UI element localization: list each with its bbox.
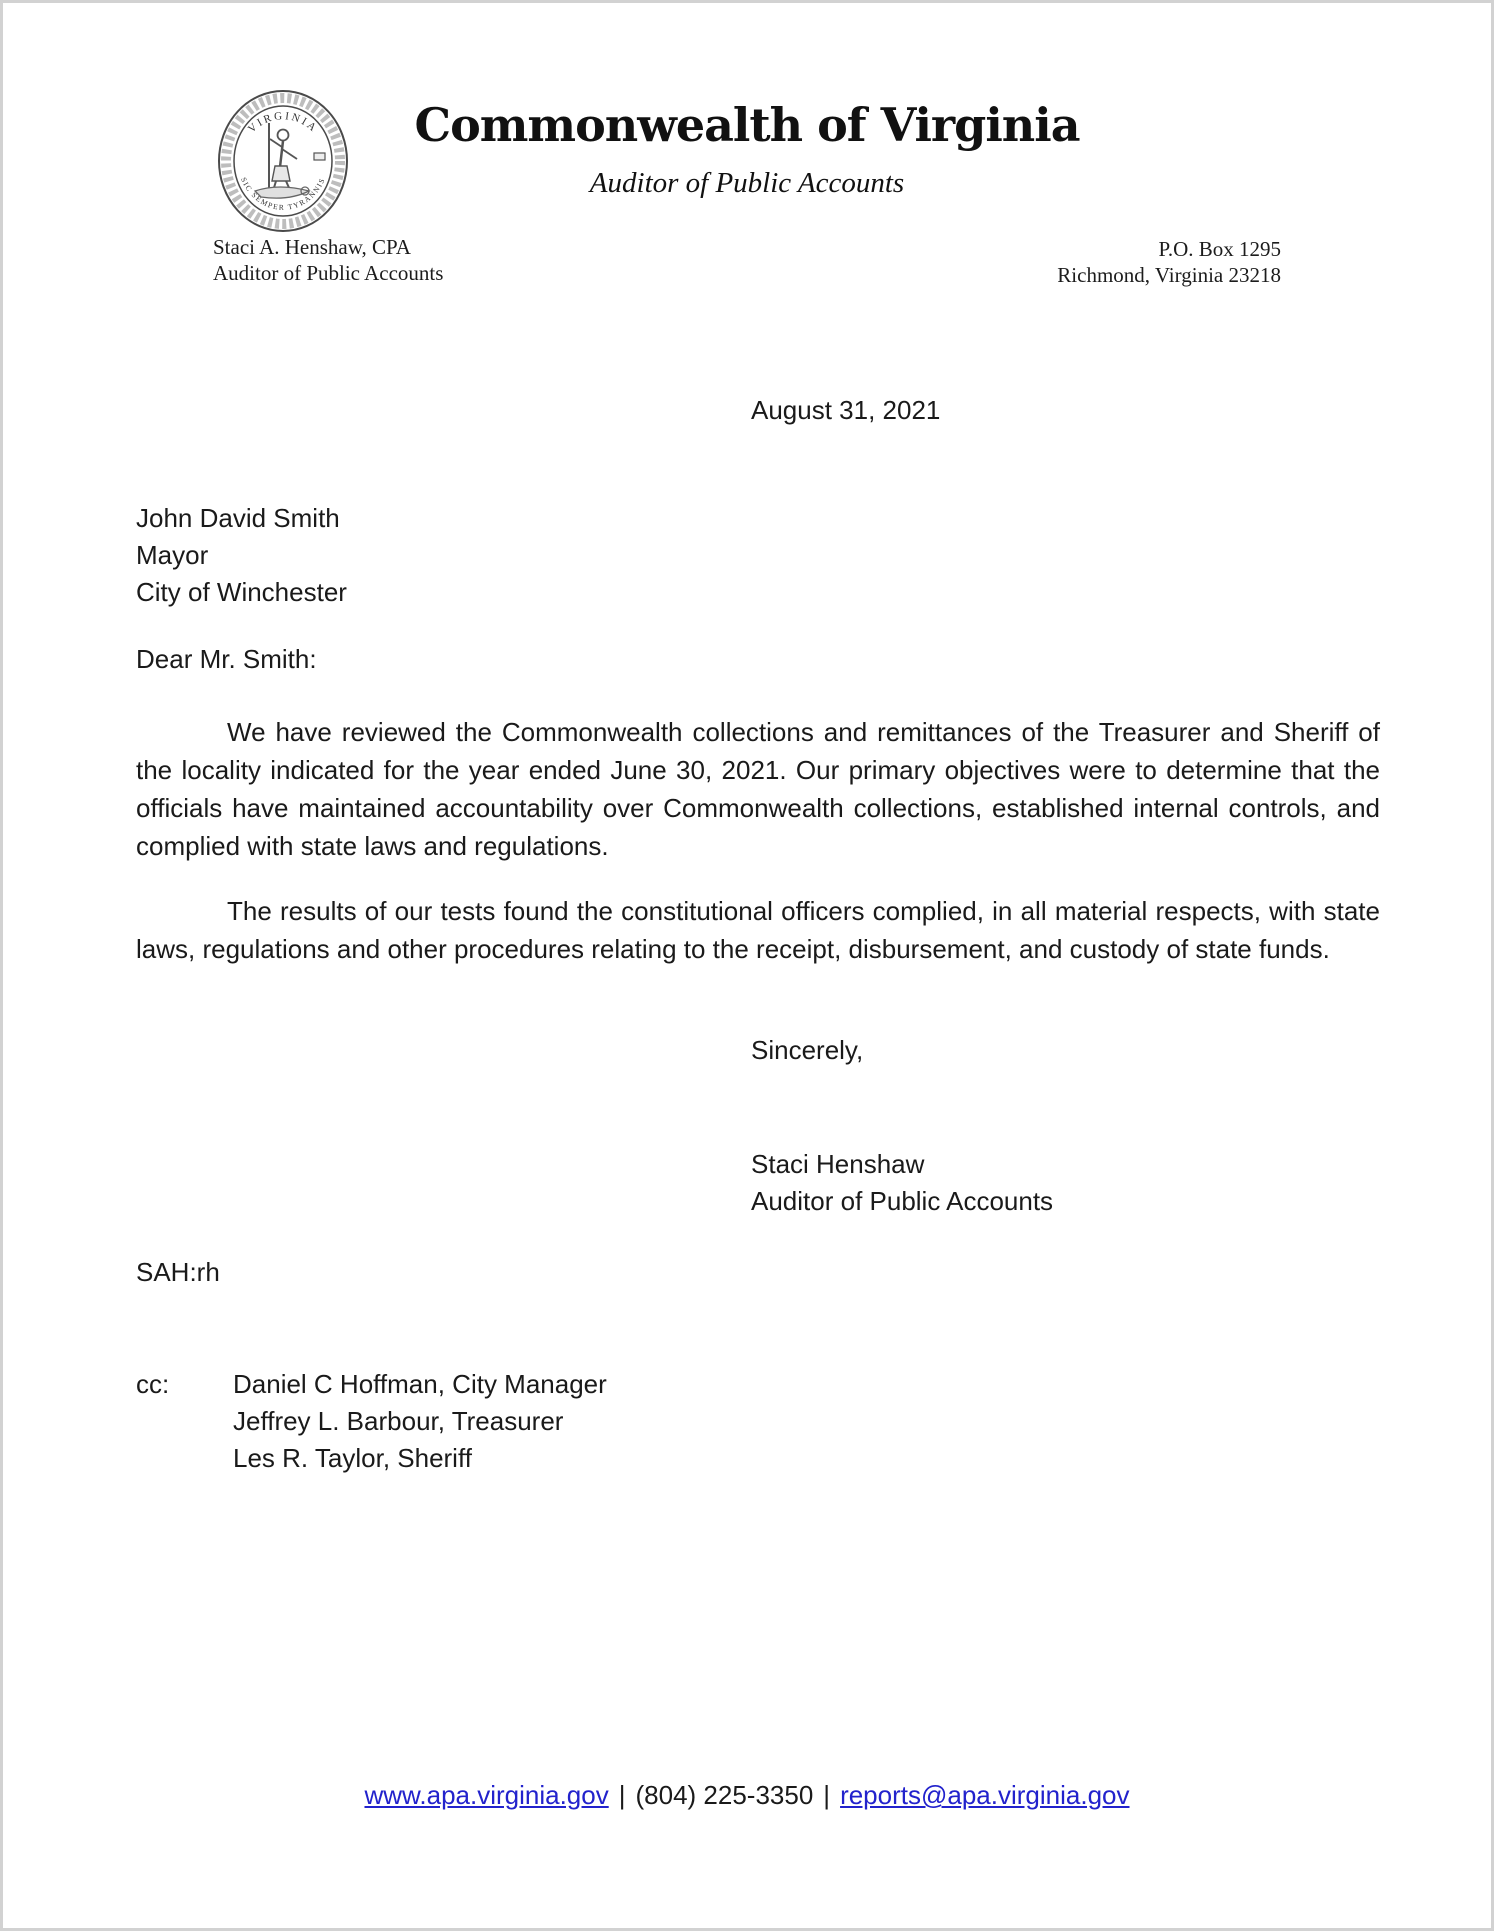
address-block bbox=[1057, 236, 1281, 288]
official-title: Auditor of Public Accounts bbox=[213, 261, 444, 285]
cc-block bbox=[136, 1366, 607, 1477]
cc-label: cc: bbox=[136, 1369, 170, 1399]
letter-date: August 31, 2021 bbox=[751, 395, 941, 425]
recipient-title: Mayor bbox=[136, 540, 209, 570]
website-link[interactable]: www.apa.virginia.gov bbox=[364, 1780, 609, 1810]
body-paragraph-1: We have reviewed the Commonwealth collections and remittances of the Treasurer and Sheriff of the locality indicated for the year ended June 30, 2021. Our primary objectives were to determine that the officials have maintained accountability over Commonwealth collections, established internal controls, and complied with state laws and regulations. bbox=[136, 717, 1380, 861]
official-name: Staci A. Henshaw, CPA bbox=[213, 235, 411, 259]
cc-item: Les R. Taylor, Sheriff bbox=[233, 1443, 472, 1473]
cc-item: Daniel C Hoffman, City Manager bbox=[233, 1369, 607, 1399]
recipient-name: John David Smith bbox=[136, 503, 340, 533]
footer-separator: | bbox=[618, 1780, 626, 1810]
official-block bbox=[213, 234, 443, 286]
cc-item: Jeffrey L. Barbour, Treasurer bbox=[233, 1406, 564, 1436]
salutation: Dear Mr. Smith: bbox=[136, 644, 317, 674]
reference-initials: SAH:rh bbox=[136, 1257, 220, 1287]
address-line-2: Richmond, Virginia 23218 bbox=[1057, 263, 1281, 287]
agency-title: Commonwealth of Virginia bbox=[414, 98, 1080, 152]
masthead bbox=[3, 97, 1491, 199]
recipient-locality: City of Winchester bbox=[136, 577, 347, 607]
signer-name: Staci Henshaw bbox=[751, 1149, 925, 1179]
agency-subtitle: Auditor of Public Accounts bbox=[589, 167, 905, 199]
recipient-block bbox=[136, 500, 347, 611]
email-link[interactable]: reports@apa.virginia.gov bbox=[840, 1780, 1130, 1810]
address-line-1: P.O. Box 1295 bbox=[1158, 237, 1281, 261]
footer-separator: | bbox=[823, 1780, 831, 1810]
seal-bottom-text: SIC SEMPER TYRANNIS bbox=[239, 175, 327, 212]
signer-title: Auditor of Public Accounts bbox=[751, 1186, 1054, 1216]
closing: Sincerely, bbox=[751, 1035, 864, 1065]
page-footer bbox=[3, 1780, 1491, 1811]
body-paragraph-2: The results of our tests found the constitutional officers complied, in all material respects, with state laws, regulations and other procedures relating to the receipt, disbursement, and custody of state funds. bbox=[136, 896, 1380, 964]
footer-phone: (804) 225-3350 bbox=[635, 1780, 814, 1810]
seal-top-text: VIRGINIA bbox=[245, 110, 321, 136]
signature-block bbox=[751, 1146, 1053, 1220]
cc-list bbox=[233, 1366, 607, 1477]
